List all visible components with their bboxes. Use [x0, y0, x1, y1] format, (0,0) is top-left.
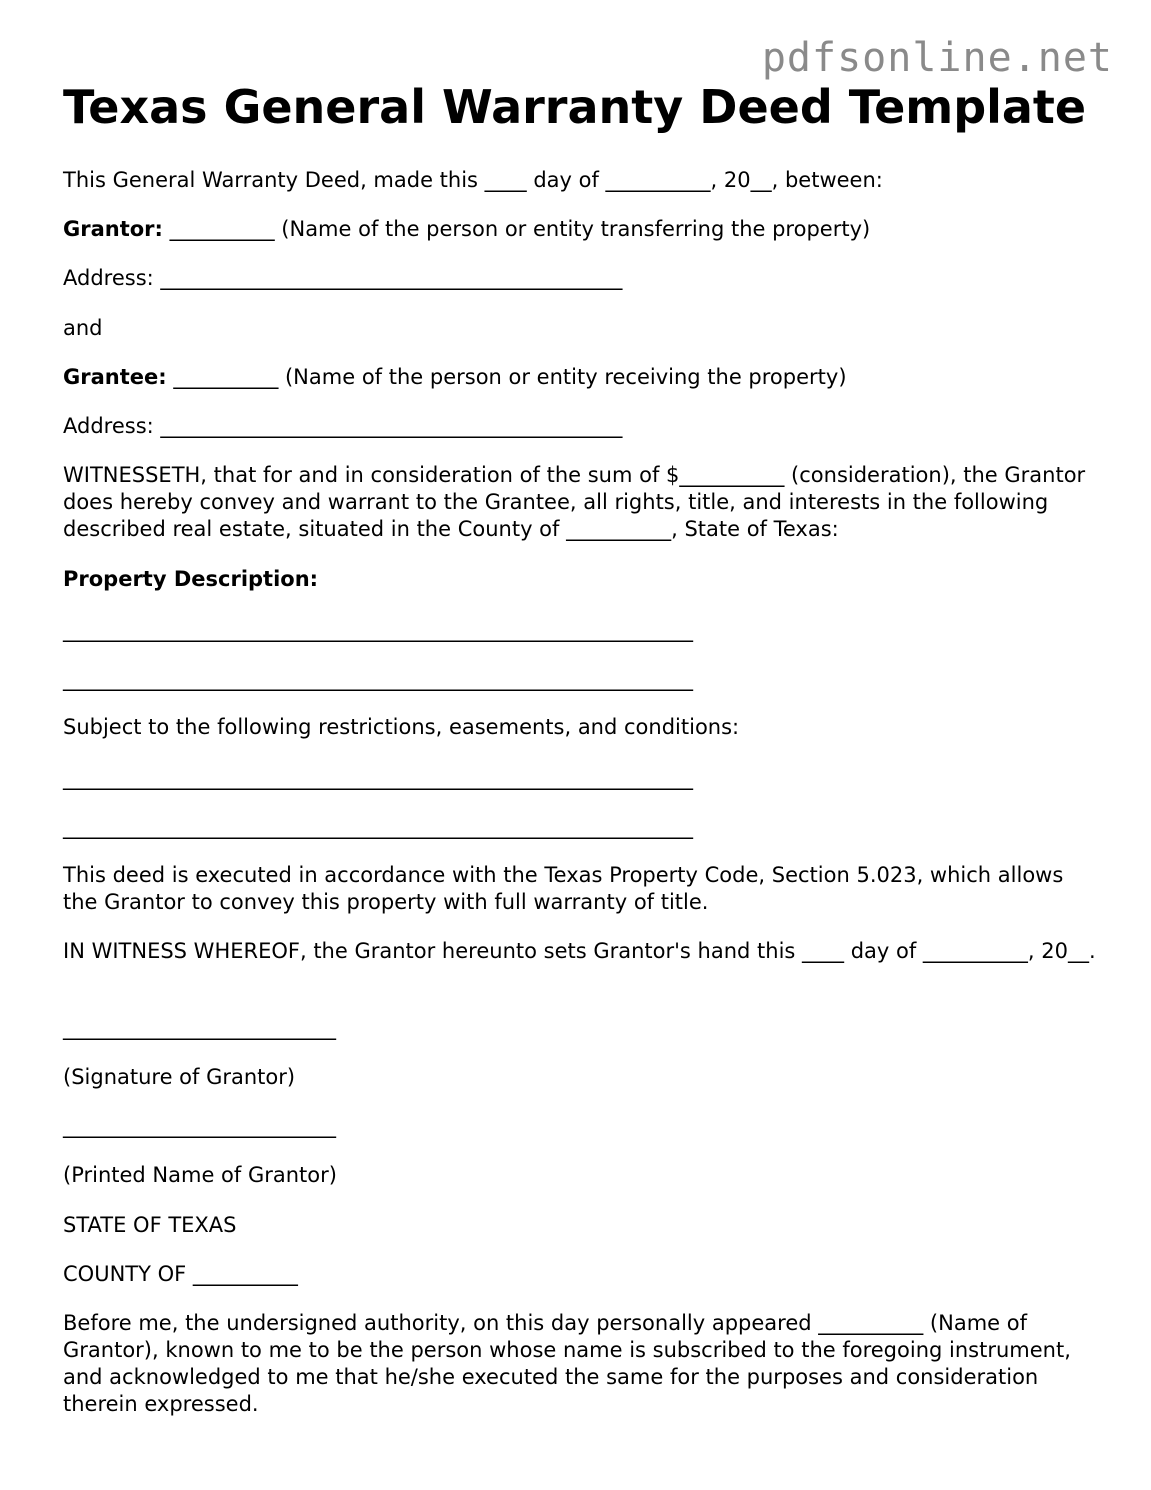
- printed-name-label: (Printed Name of Grantor): [63, 1163, 337, 1187]
- grantor-line: [63, 216, 870, 243]
- grantee-address: Address: ____________________________________________: [63, 414, 623, 438]
- and-text: and: [63, 316, 103, 340]
- page-title: Texas General Warranty Deed Template: [63, 80, 1087, 134]
- acknowledgment-paragraph: Before me, the undersigned authority, on this day personally appeared __________ (Name of Grantor), known to me to be the person whose name is subscribed to the foregoing instrument, and acknowledged to me that he/she executed the same for the purposes and consideration therein expressed.: [63, 1311, 1071, 1416]
- state-line: STATE OF TEXAS: [63, 1213, 237, 1237]
- witness-whereof-paragraph: IN WITNESS WHEREOF, the Grantor hereunto sets Grantor's hand this ____ day of __________, 20__.: [63, 939, 1096, 963]
- witnesseth-paragraph: WITNESSETH, that for and in consideration of the sum of $__________ (consideration), the Grantor does hereby convey and warrant to the Grantee, all rights, title, and interests in the following described real estate, situated in the County of __________, State of Texas:: [63, 463, 1086, 541]
- grantor-label: Grantor:: [63, 217, 163, 241]
- printed-name-line: __________________________: [63, 1114, 336, 1138]
- grantee-text: __________ (Name of the person or entity receiving the property): [166, 365, 847, 389]
- watermark: pdfsonline.net: [761, 35, 1113, 81]
- grantee-line: [63, 364, 847, 391]
- code-paragraph: This deed is executed in accordance with the Texas Property Code, Section 5.023, which allows the Grantor to convey this property with full warranty of title.: [63, 863, 1064, 914]
- grantor-text: __________ (Name of the person or entity transferring the property): [162, 217, 871, 241]
- property-description-line-2: ____________________________________________________________: [63, 667, 693, 691]
- restrictions-line-2: ____________________________________________________________: [63, 815, 693, 839]
- grantor-address: Address: ____________________________________________: [63, 266, 623, 290]
- property-description-heading: Property Description:: [63, 567, 319, 591]
- restrictions-text: Subject to the following restrictions, easements, and conditions:: [63, 715, 740, 739]
- signature-line: __________________________: [63, 1016, 336, 1040]
- grantee-label: Grantee:: [63, 365, 167, 389]
- intro-line: This General Warranty Deed, made this ____ day of __________, 20__, between:: [63, 168, 883, 192]
- property-description-line-1: ____________________________________________________________: [63, 618, 693, 642]
- restrictions-line-1: ____________________________________________________________: [63, 766, 693, 790]
- signature-label: (Signature of Grantor): [63, 1065, 296, 1089]
- county-line: COUNTY OF __________: [63, 1262, 298, 1286]
